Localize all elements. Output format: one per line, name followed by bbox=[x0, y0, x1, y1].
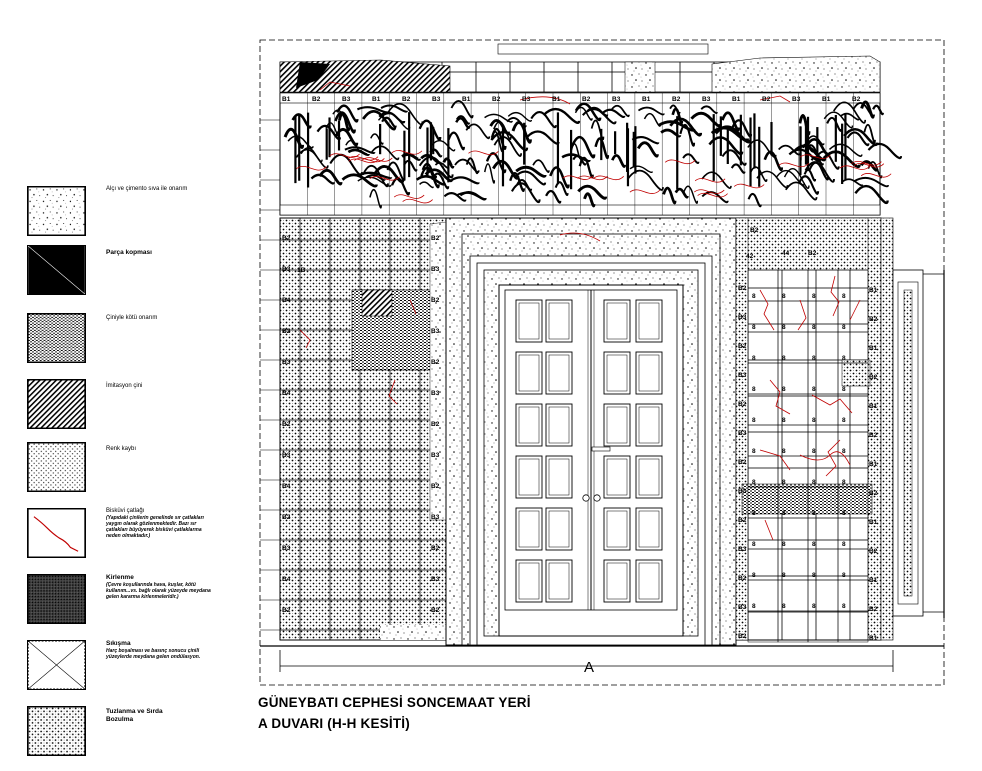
svg-text:B2: B2 bbox=[672, 96, 681, 103]
svg-text:B1: B1 bbox=[869, 345, 878, 352]
svg-text:8: 8 bbox=[752, 355, 756, 362]
legend-note: (Çevre koşullarında hava, kuşlar, kötü kullanım...vs. bağlı olarak yüzeyde meydana gelen kararma kirlenmeleridir.) bbox=[106, 582, 211, 600]
svg-text:8: 8 bbox=[812, 448, 816, 455]
svg-text:B3: B3 bbox=[342, 96, 351, 103]
svg-text:8: 8 bbox=[812, 355, 816, 362]
svg-text:B3: B3 bbox=[431, 266, 440, 273]
legend-label: İmitasyon çini bbox=[106, 383, 143, 389]
svg-text:B3: B3 bbox=[522, 96, 531, 103]
legend-label: Parça kopması bbox=[106, 249, 152, 256]
door-assembly bbox=[446, 218, 736, 645]
svg-text:B2: B2 bbox=[282, 607, 291, 614]
svg-text:8: 8 bbox=[842, 293, 846, 300]
svg-text:8: 8 bbox=[812, 603, 816, 610]
svg-text:B3: B3 bbox=[738, 372, 747, 379]
svg-text:B2: B2 bbox=[431, 545, 440, 552]
dimension-label: A bbox=[584, 659, 595, 676]
svg-text:8: 8 bbox=[812, 479, 816, 486]
legend-label: Çiniyle kötü onarım bbox=[106, 315, 158, 321]
legend-note: (Yapıdaki çinilerin genelinde sır çatlakları yaygın olarak gözlenmektedir. Bazı sır çatlakları büyüyerek bisküvi çatlaklarına neden olmaktadır.) bbox=[106, 515, 204, 539]
svg-text:8: 8 bbox=[842, 510, 846, 517]
svg-text:B2: B2 bbox=[738, 459, 747, 466]
svg-text:B1: B1 bbox=[822, 96, 831, 103]
svg-text:8: 8 bbox=[752, 510, 756, 517]
svg-text:8: 8 bbox=[782, 572, 786, 579]
legend-label: Kirlenme bbox=[106, 574, 134, 581]
svg-text:8: 8 bbox=[842, 572, 846, 579]
svg-text:8: 8 bbox=[782, 603, 786, 610]
svg-text:B3: B3 bbox=[738, 604, 747, 611]
svg-text:8: 8 bbox=[842, 355, 846, 362]
svg-text:B3: B3 bbox=[431, 328, 440, 335]
svg-text:B2: B2 bbox=[738, 343, 747, 350]
svg-text:B3: B3 bbox=[282, 545, 291, 552]
svg-text:B1: B1 bbox=[642, 96, 651, 103]
svg-text:44: 44 bbox=[782, 250, 790, 257]
svg-text:B2: B2 bbox=[431, 235, 440, 242]
svg-text:8: 8 bbox=[842, 541, 846, 548]
svg-text:8: 8 bbox=[782, 541, 786, 548]
svg-text:8: 8 bbox=[812, 324, 816, 331]
svg-text:8: 8 bbox=[812, 386, 816, 393]
svg-text:B2: B2 bbox=[750, 227, 759, 234]
svg-text:B2: B2 bbox=[869, 432, 878, 439]
calligraphy-frieze bbox=[280, 93, 901, 215]
svg-text:8: 8 bbox=[782, 510, 786, 517]
svg-text:8: 8 bbox=[782, 448, 786, 455]
svg-text:B2: B2 bbox=[808, 250, 817, 257]
svg-text:B1: B1 bbox=[869, 403, 878, 410]
svg-text:B3: B3 bbox=[431, 576, 440, 583]
svg-text:B3: B3 bbox=[738, 488, 747, 495]
svg-text:8: 8 bbox=[782, 386, 786, 393]
legend-note: Harç boşalması ve basınç sonucu çinili yüzeylerde meydana gelen ondülasyon. bbox=[106, 648, 201, 660]
svg-text:B2: B2 bbox=[738, 401, 747, 408]
door-handle bbox=[592, 447, 610, 451]
svg-text:B2: B2 bbox=[738, 517, 747, 524]
svg-text:B2: B2 bbox=[402, 96, 411, 103]
svg-text:8: 8 bbox=[752, 386, 756, 393]
svg-text:8: 8 bbox=[812, 541, 816, 548]
svg-text:8: 8 bbox=[842, 386, 846, 393]
svg-text:8: 8 bbox=[752, 324, 756, 331]
svg-text:B2: B2 bbox=[738, 575, 747, 582]
svg-text:B4: B4 bbox=[282, 297, 291, 304]
legend-label: Sıkışma bbox=[106, 640, 131, 647]
svg-text:B2: B2 bbox=[582, 96, 591, 103]
svg-text:B3: B3 bbox=[738, 430, 747, 437]
svg-text:8: 8 bbox=[782, 479, 786, 486]
svg-text:8: 8 bbox=[842, 603, 846, 610]
svg-text:B3: B3 bbox=[282, 452, 291, 459]
top-coping bbox=[280, 56, 880, 92]
svg-text:8: 8 bbox=[842, 324, 846, 331]
svg-text:B3: B3 bbox=[431, 390, 440, 397]
height-ticks bbox=[260, 120, 280, 630]
svg-text:B1: B1 bbox=[372, 96, 381, 103]
drawing-title: GÜNEYBATI CEPHESİ SONCEMAAT YERİ bbox=[258, 695, 531, 710]
svg-text:B2: B2 bbox=[431, 483, 440, 490]
svg-text:B3: B3 bbox=[432, 96, 441, 103]
svg-text:B1: B1 bbox=[869, 461, 878, 468]
svg-text:B1: B1 bbox=[869, 577, 878, 584]
legend-label: Tuzlanma ve Sırda Bozulma bbox=[106, 708, 163, 723]
svg-text:B2: B2 bbox=[282, 328, 291, 335]
svg-text:8: 8 bbox=[782, 324, 786, 331]
svg-text:B1: B1 bbox=[869, 635, 878, 642]
svg-text:B2: B2 bbox=[869, 316, 878, 323]
door-knocker-right bbox=[594, 495, 600, 501]
svg-text:8: 8 bbox=[782, 355, 786, 362]
svg-text:B2: B2 bbox=[762, 96, 771, 103]
svg-text:B2: B2 bbox=[738, 633, 747, 640]
svg-text:8: 8 bbox=[812, 293, 816, 300]
svg-text:8: 8 bbox=[842, 479, 846, 486]
svg-text:B2: B2 bbox=[431, 607, 440, 614]
svg-text:8: 8 bbox=[782, 293, 786, 300]
svg-text:B2: B2 bbox=[869, 374, 878, 381]
svg-text:B3: B3 bbox=[738, 546, 747, 553]
svg-text:B2: B2 bbox=[431, 297, 440, 304]
legend-label: Bisküvi çatlağı bbox=[106, 508, 145, 514]
svg-text:B2: B2 bbox=[312, 96, 321, 103]
svg-text:B3: B3 bbox=[702, 96, 711, 103]
svg-text:B1: B1 bbox=[732, 96, 741, 103]
svg-text:B3: B3 bbox=[431, 452, 440, 459]
svg-text:8: 8 bbox=[752, 572, 756, 579]
top-beam bbox=[498, 44, 708, 54]
svg-text:B2: B2 bbox=[282, 235, 291, 242]
svg-text:8: 8 bbox=[812, 417, 816, 424]
svg-text:B1: B1 bbox=[552, 96, 561, 103]
svg-text:8: 8 bbox=[752, 293, 756, 300]
svg-text:8: 8 bbox=[812, 510, 816, 517]
svg-text:8: 8 bbox=[842, 417, 846, 424]
svg-text:B2: B2 bbox=[431, 359, 440, 366]
svg-text:8: 8 bbox=[752, 417, 756, 424]
svg-text:B3: B3 bbox=[282, 359, 291, 366]
svg-text:B3: B3 bbox=[792, 96, 801, 103]
svg-text:B1: B1 bbox=[462, 96, 471, 103]
left-tile-panel bbox=[280, 218, 446, 640]
svg-text:B1: B1 bbox=[282, 96, 291, 103]
svg-text:B4: B4 bbox=[282, 576, 291, 583]
legend-label: Alçı ve çimento sıva ile onarım bbox=[106, 186, 188, 192]
svg-text:B2: B2 bbox=[492, 96, 501, 103]
door-knocker-left bbox=[583, 495, 589, 501]
svg-text:8: 8 bbox=[752, 448, 756, 455]
svg-text:8: 8 bbox=[842, 448, 846, 455]
svg-text:B4: B4 bbox=[282, 390, 291, 397]
svg-text:B3: B3 bbox=[612, 96, 621, 103]
svg-text:B1: B1 bbox=[869, 287, 878, 294]
svg-text:8: 8 bbox=[782, 417, 786, 424]
svg-text:B2: B2 bbox=[852, 96, 861, 103]
svg-text:1B: 1B bbox=[297, 267, 306, 274]
dimension-line bbox=[280, 650, 893, 676]
svg-text:B2: B2 bbox=[431, 421, 440, 428]
svg-text:B2: B2 bbox=[869, 490, 878, 497]
svg-text:B2: B2 bbox=[282, 514, 291, 521]
legend-label: Renk kaybı bbox=[106, 446, 137, 452]
side-pilaster bbox=[881, 218, 944, 640]
svg-text:B2: B2 bbox=[869, 548, 878, 555]
svg-text:B3: B3 bbox=[738, 314, 747, 321]
svg-text:8: 8 bbox=[752, 479, 756, 486]
svg-text:B2: B2 bbox=[738, 285, 747, 292]
drawing-subtitle: A DUVARI (H-H KESİTİ) bbox=[258, 716, 410, 731]
svg-text:B1: B1 bbox=[869, 519, 878, 526]
svg-text:B2: B2 bbox=[869, 606, 878, 613]
svg-text:B4: B4 bbox=[282, 483, 291, 490]
svg-text:42: 42 bbox=[746, 253, 754, 260]
svg-text:8: 8 bbox=[812, 572, 816, 579]
right-tile-panel bbox=[736, 218, 881, 642]
svg-text:8: 8 bbox=[752, 603, 756, 610]
svg-text:8: 8 bbox=[752, 541, 756, 548]
svg-text:B2: B2 bbox=[282, 421, 291, 428]
svg-text:B3: B3 bbox=[431, 514, 440, 521]
svg-text:B3: B3 bbox=[282, 266, 291, 273]
